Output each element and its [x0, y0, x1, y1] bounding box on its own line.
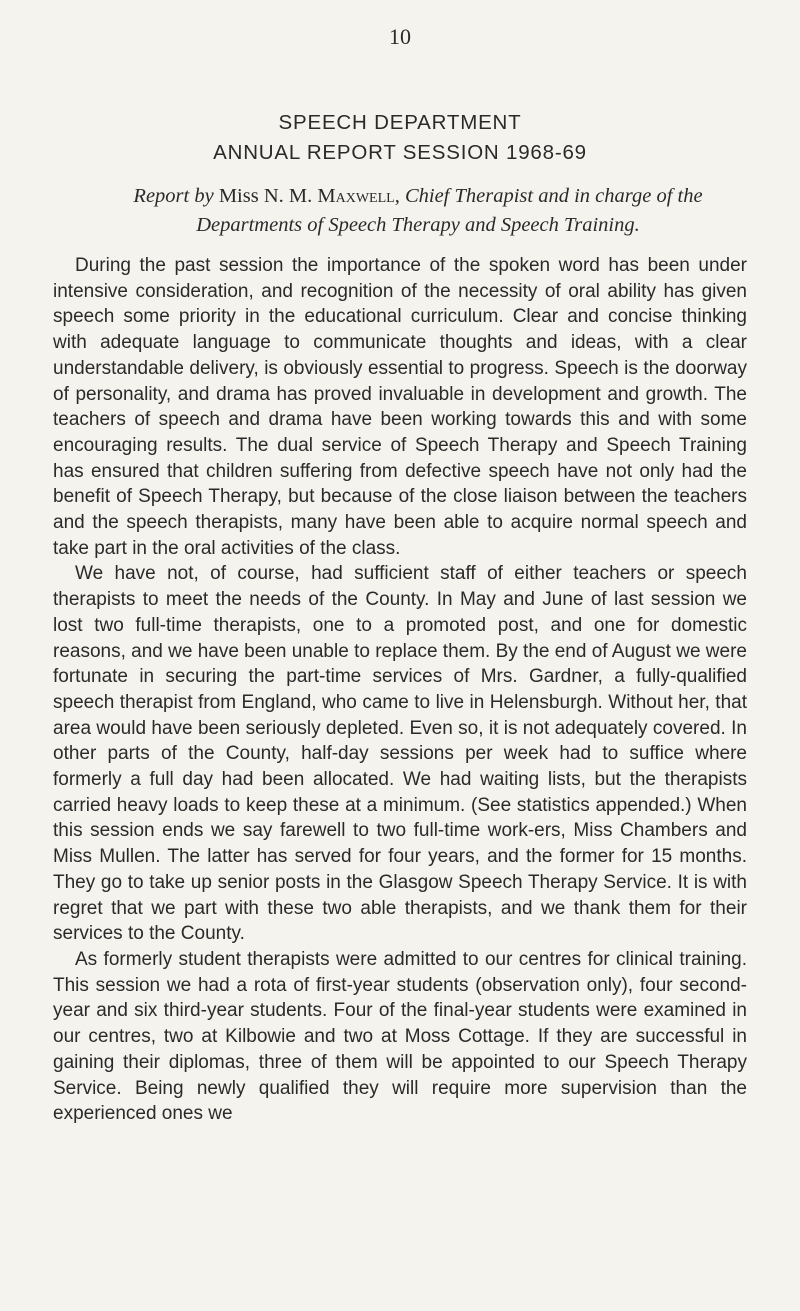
body-paragraph: As formerly student therapists were admitted to our centres for clinical training. This session we had a rota of first-year students (observation only), four second-year and six third-year students. Four of the final-year students were examined in our centres, two at Kilbowie and two at Moss Cottage. If they are successful in gaining their diplomas, three of them will be appointed to our Speech Therapy Service. Being newly qualified they will require more supervision than the experienced ones we: [53, 948, 747, 1125]
byline-name: Miss N. M.: [218, 185, 313, 207]
byline-lead: Report by: [133, 185, 214, 207]
report-byline: [98, 182, 738, 240]
body-paragraph: We have not, of course, had sufficient staff of either teachers or speech therapists to meet the needs of the County. In May and June of last session we lost two full-time therapists, one to a promoted post, and one for domestic reasons, and we have been unable to replace them. By the end of August we were fortunate in securing the part-time services of Mrs. Gardner, a fully-qualified speech therapist from England, who came to live in Helensburgh. Without her, that area would have been seriously depleted. Even so, it is not adequately covered. In other parts of the County, half-day sessions per week had to suffice where formerly a full day had been allocated. We had waiting lists, but the therapists carried heavy loads to keep these at a minimum. (See statistics appended.) When this session ends we say farewell to two full-time work-ers, Miss Chambers and Miss Mullen. The latter has served for four years, and the former for 15 months. They go to take up senior posts in the Glasgow Speech Therapy Service. It is with regret that we part with these two able therapists, and we thank them for their services to the County.: [53, 563, 747, 945]
body-paragraph: During the past session the importance of the spoken word has been under intensive consideration, and recognition of the necessity of oral ability has given speech some priority in the educational curriculum. Clear and concise thinking with adequate language to communicate thoughts and ideas, with a clear understandable delivery, is obviously essential to progress. Speech is the doorway of personality, and drama has proved invaluable in development and growth. The teachers of speech and drama have been working towards this and with some encouraging results. The dual service of Speech Therapy and Speech Training has ensured that children suffering from defective speech have not only had the benefit of Speech Therapy, but because of the close liaison between the teachers and the speech therapists, many have been able to acquire normal speech and take part in the oral activities of the class.: [53, 255, 747, 559]
report-body: [53, 253, 747, 1127]
byline-role: Chief Therapist and in charge of the: [404, 185, 703, 207]
byline-surname: Maxwell,: [317, 185, 400, 207]
report-session-title: ANNUAL REPORT SESSION 1968-69: [213, 141, 587, 164]
report-department-title: SPEECH DEPARTMENT: [278, 111, 522, 134]
byline-role-departments: Departments of Speech Therapy and Speech Training.: [196, 214, 640, 236]
page-number: 10: [389, 24, 411, 49]
